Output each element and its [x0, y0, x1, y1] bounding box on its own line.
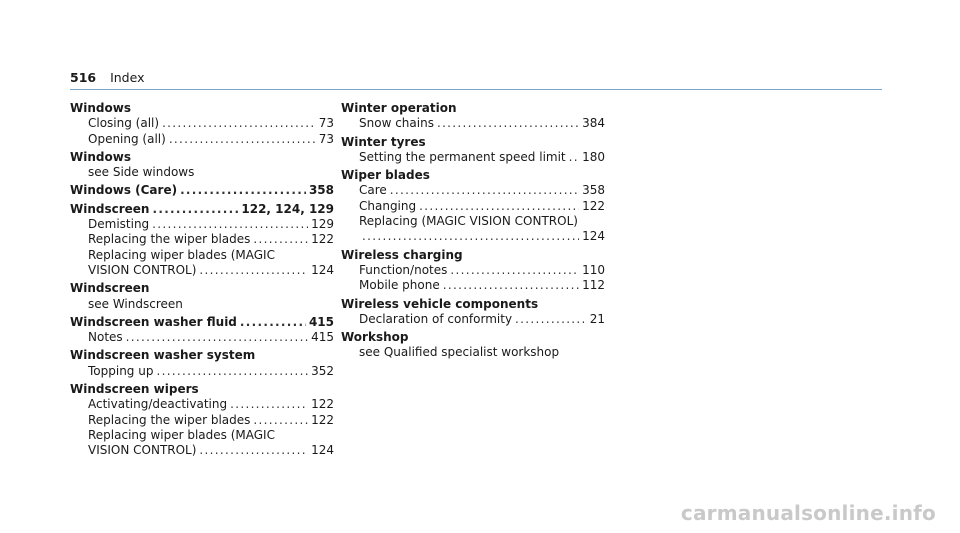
entry-title: Windows — [70, 149, 131, 164]
page-ref-link[interactable]: 122 — [311, 412, 334, 427]
entry-title: Wireless charging — [341, 247, 463, 262]
page-ref-link[interactable]: 415 — [311, 330, 334, 345]
entry-title — [70, 202, 334, 217]
dot-leader — [240, 315, 306, 330]
page-ref-link[interactable]: 73 — [318, 131, 334, 146]
sub-entry: Replacing (MAGIC VISION CONTROL) — [359, 214, 578, 229]
index-entry — [70, 315, 334, 346]
page-ref-link[interactable]: 415 — [308, 314, 334, 329]
index-entry — [70, 183, 334, 198]
dot-leader — [390, 183, 579, 198]
sub-entry-text: Function/notes — [359, 262, 448, 277]
entry-title — [70, 315, 334, 330]
sub-entry: Replacing wiper blades (MAGIC — [88, 427, 275, 442]
sub-entry — [70, 413, 334, 428]
entry-title: Wireless vehicle components — [341, 296, 539, 311]
entry-title: Windscreen washer system — [70, 348, 256, 363]
sub-entry[interactable]: see Side windows — [88, 165, 195, 180]
index-entry — [70, 348, 334, 379]
sub-entry — [341, 263, 605, 278]
dot-leader — [199, 443, 308, 458]
entry-title-text: Windows (Care) — [70, 183, 178, 198]
sub-entry — [70, 132, 334, 147]
sub-entry — [341, 150, 605, 165]
page-ref-link[interactable]: 73 — [318, 116, 334, 131]
sub-entry — [70, 330, 334, 345]
sub-entry — [70, 232, 334, 247]
page-ref-link[interactable]: 180 — [582, 149, 605, 164]
entry-title: Wiper blades — [341, 168, 430, 183]
index-entry — [341, 101, 605, 132]
dot-leader — [443, 278, 579, 293]
dot-leader — [569, 150, 579, 165]
index-entry — [341, 168, 605, 244]
index-entry — [341, 297, 605, 328]
page-ref-link[interactable]: 122, 124, 129 — [241, 201, 334, 216]
index-entry — [70, 382, 334, 458]
dot-leader — [253, 232, 308, 247]
sub-entry — [70, 263, 334, 278]
entry-title: Workshop — [341, 330, 409, 345]
page-ref-link[interactable]: 384 — [582, 116, 605, 131]
sub-entry[interactable]: see Windscreen — [88, 296, 183, 311]
dot-leader — [199, 263, 308, 278]
watermark: carmanualsonline.info — [680, 501, 936, 525]
sub-entry — [341, 183, 605, 198]
dot-leader — [362, 229, 579, 244]
dot-leader — [126, 330, 308, 345]
page-ref-link[interactable]: 112 — [582, 278, 605, 293]
page-ref-link[interactable]: 124 — [582, 229, 605, 244]
index-column-left — [70, 101, 334, 459]
dot-leader — [169, 132, 316, 147]
sub-entry-text: Care — [359, 183, 387, 198]
sub-entry-text: Mobile phone — [359, 278, 440, 293]
sub-entry-text: Topping up — [88, 363, 154, 378]
sub-entry-text: Replacing the wiper blades — [88, 412, 251, 427]
entry-title: Winter operation — [341, 101, 457, 115]
sub-entry: Replacing wiper blades (MAGIC — [88, 247, 275, 262]
dot-leader — [162, 116, 316, 131]
entry-title: Winter tyres — [341, 134, 426, 149]
page-header — [70, 70, 145, 86]
sub-entry — [70, 116, 334, 131]
entry-title-text: Windscreen — [70, 201, 150, 216]
index-entry — [70, 202, 334, 278]
page-ref-link[interactable]: 358 — [582, 183, 605, 198]
entry-title: Windscreen wipers — [70, 382, 199, 397]
dot-leader — [180, 183, 306, 198]
sub-entry — [341, 199, 605, 214]
sub-entry — [341, 229, 605, 244]
section-title: Index — [110, 70, 145, 85]
sub-entry-text: Declaration of conformity — [359, 311, 513, 326]
index-entry — [70, 150, 334, 181]
dot-leader — [156, 364, 308, 379]
page-ref-link[interactable]: 352 — [311, 363, 334, 378]
entry-title — [70, 183, 334, 198]
sub-entry — [341, 312, 605, 327]
sub-entry — [341, 278, 605, 293]
sub-entry-text: VISION CONTROL) — [88, 262, 197, 277]
dot-leader — [152, 202, 238, 217]
sub-entry — [341, 116, 605, 131]
page-ref-link[interactable]: 110 — [582, 262, 605, 277]
sub-entry — [70, 397, 334, 412]
dot-leader — [450, 263, 579, 278]
page-ref-link[interactable]: 358 — [308, 183, 334, 198]
sub-entry-text: Activating/deactivating — [88, 397, 228, 412]
page-ref-link[interactable]: 124 — [311, 262, 334, 277]
page-ref-link[interactable]: 129 — [311, 217, 334, 232]
index-entry — [70, 101, 334, 147]
dot-leader — [253, 413, 308, 428]
sub-entry — [70, 217, 334, 232]
page-ref-link[interactable]: 122 — [311, 232, 334, 247]
sub-entry-text: Changing — [359, 198, 417, 213]
sub-entry-text: Replacing the wiper blades — [88, 232, 251, 247]
dot-leader — [152, 217, 308, 232]
sub-entry — [70, 364, 334, 379]
page-ref-link[interactable]: 122 — [582, 198, 605, 213]
sub-entry-text: Notes — [88, 330, 123, 345]
sub-entry-text: Snow chains — [359, 116, 434, 131]
sub-entry-text: Setting the permanent speed limit — [359, 149, 566, 164]
entry-title: Windows — [70, 101, 131, 115]
sub-entry-text: Demisting — [88, 217, 150, 232]
page-ref-link[interactable]: 21 — [589, 311, 605, 326]
page-ref-link[interactable]: 122 — [311, 397, 334, 412]
dot-leader — [515, 312, 587, 327]
index-entry — [341, 248, 605, 294]
sub-entry[interactable]: see Qualified specialist workshop — [359, 345, 560, 360]
page-ref-link[interactable]: 124 — [311, 443, 334, 458]
dot-leader — [230, 397, 308, 412]
index-column-right — [341, 101, 605, 361]
index-entry — [70, 281, 334, 312]
sub-entry-text: VISION CONTROL) — [88, 443, 197, 458]
entry-title-text: Windscreen washer fluid — [70, 314, 237, 329]
dot-leader — [419, 199, 579, 214]
sub-entry-text: Closing (all) — [88, 116, 160, 131]
index-entry — [341, 330, 605, 361]
header-rule — [70, 89, 882, 90]
index-entry — [341, 135, 605, 166]
entry-title: Windscreen — [70, 281, 150, 296]
sub-entry — [70, 443, 334, 458]
page-number: 516 — [70, 70, 97, 85]
sub-entry-text: Opening (all) — [88, 131, 166, 146]
dot-leader — [437, 116, 579, 131]
